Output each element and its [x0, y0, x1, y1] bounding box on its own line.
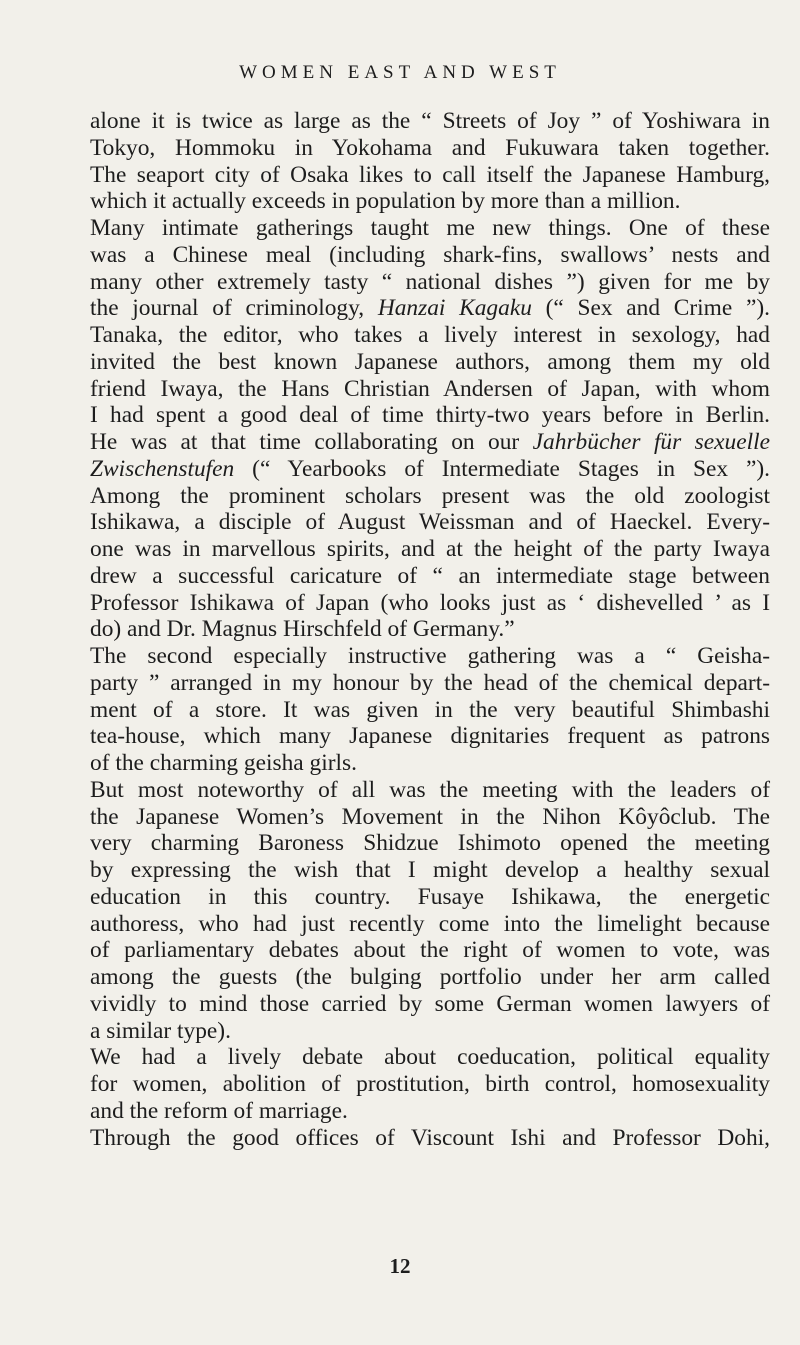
text-line: Ishikawa, a disciple of August Weissman and of Haeckel. Every-	[90, 509, 770, 536]
page-number: 12	[389, 1254, 411, 1278]
text-line: a similar type).	[90, 1017, 231, 1044]
yearbook-title-cont: Zwischenstufen	[90, 455, 235, 482]
text-line	[90, 295, 770, 322]
text-line: education in this country. Fusaye Ishikawa, the energetic	[90, 883, 770, 910]
text-segment: (“ Yearbooks of Intermediate Stages in Sex ”).	[234, 455, 770, 482]
text-line	[90, 429, 770, 456]
running-head: WOMEN EAST AND WEST	[239, 62, 561, 83]
text-line: was a Chinese meal (including shark-fins, swallows’ nests and	[90, 241, 770, 268]
text-line: very charming Baroness Shidzue Ishimoto opened the meeting	[90, 830, 770, 857]
text-line: The seaport city of Osaka likes to call itself the Japanese Hamburg,	[90, 161, 770, 188]
text-line: drew a successful caricature of “ an intermediate stage between	[90, 562, 770, 589]
text-line	[90, 456, 770, 483]
text-line: The second especially instructive gathering was a “ Geisha-	[90, 643, 770, 669]
text-line: alone it is twice as large as the “ Streets of Joy ” of Yoshiwara in	[90, 108, 770, 134]
text-line: Tokyo, Hommoku in Yokohama and Fukuwara taken together.	[90, 134, 770, 161]
text-line: the Japanese Women’s Movement in the Nihon Kôyôclub. The	[90, 803, 770, 830]
text-line: Through the good offices of Viscount Ishi and Professor Dohi,	[90, 1124, 770, 1151]
text-line: and the reform of marriage.	[90, 1097, 348, 1124]
text-line: authoress, who had just recently come into the limelight because	[90, 910, 770, 937]
text-line: one was in marvellous spirits, and at the height of the party Iwaya	[90, 536, 770, 562]
text-line: ment of a store. It was given in the very beautiful Shimbashi	[90, 696, 770, 723]
text-line: Among the prominent scholars present was the old zoologist	[90, 482, 770, 509]
text-line: which it actually exceeds in population by more than a million.	[90, 188, 681, 215]
text-line: Tanaka, the editor, who takes a lively interest in sexology, had	[90, 322, 770, 348]
text-line: But most noteworthy of all was the meeting with the leaders of	[90, 776, 770, 803]
text-line: many other extremely tasty “ national dishes ”) given for me by	[90, 268, 770, 295]
text-line: tea-house, which many Japanese dignitaries frequent as patrons	[90, 723, 770, 750]
text-line: for women, abolition of prostitution, birth control, homosexuality	[90, 1071, 770, 1097]
text-line: among the guests (the bulging portfolio under her arm called	[90, 964, 770, 990]
text-line: We had a lively debate about coeducation, political equality	[90, 1044, 770, 1071]
text-line: vividly to mind those carried by some German women lawyers of	[90, 990, 770, 1017]
text-segment: the journal of criminology,	[90, 295, 378, 322]
text-line: friend Iwaya, the Hans Christian Andersen of Japan, with whom	[90, 375, 770, 402]
text-line: party ” arranged in my honour by the head of the chemical depart-	[90, 669, 770, 696]
body-text	[90, 108, 770, 1151]
text-line: Professor Ishikawa of Japan (who looks just as ‘ dishevelled ’ as I	[90, 589, 770, 616]
text-line: do) and Dr. Magnus Hirschfeld of Germany.”	[90, 616, 515, 643]
text-line: of the charming geisha girls.	[90, 750, 357, 776]
text-line: Many intimate gatherings taught me new things. One of these	[90, 215, 770, 241]
yearbook-title: Jahrbücher für sexuelle	[532, 429, 770, 455]
text-line: I had spent a good deal of time thirty-two years before in Berlin.	[90, 402, 770, 429]
text-line: invited the best known Japanese authors, among them my old	[90, 348, 770, 375]
text-segment: (“ Sex and Crime ”).	[531, 295, 770, 322]
text-line: of parliamentary debates about the right of women to vote, was	[90, 937, 770, 964]
text-line: by expressing the wish that I might develop a healthy sexual	[90, 857, 770, 883]
text-segment: He was at that time collaborating on our	[90, 429, 533, 455]
journal-title: Hanzai Kagaku	[377, 295, 532, 322]
